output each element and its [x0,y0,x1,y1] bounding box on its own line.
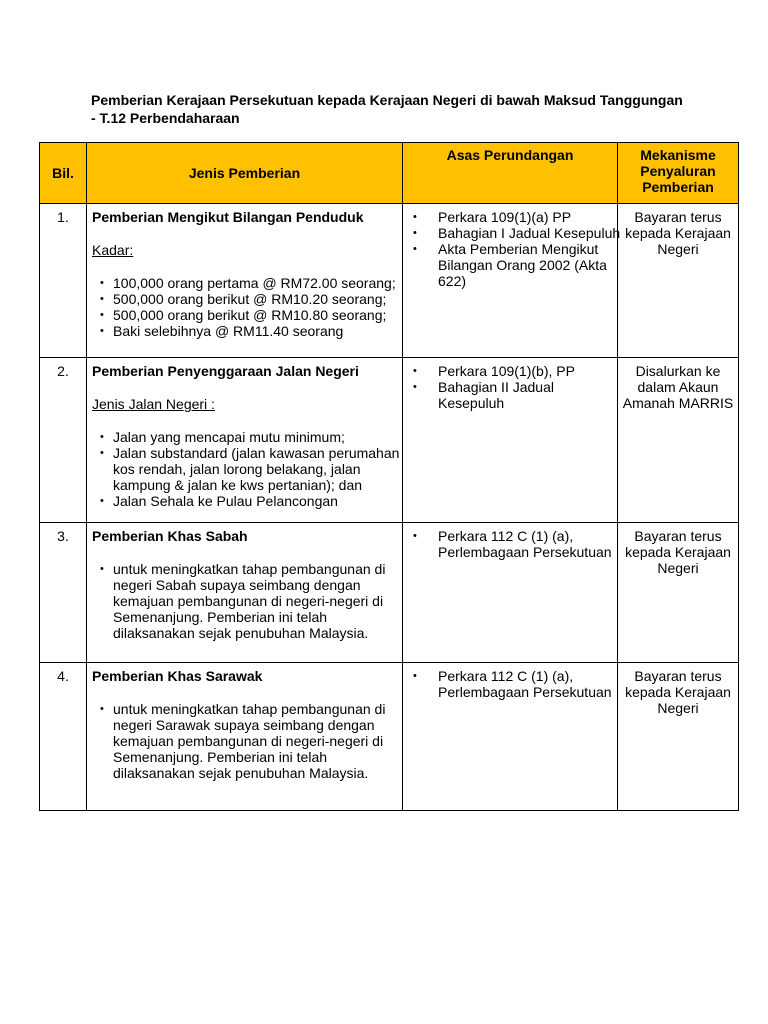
legal-basis-list [403,528,617,560]
list-item: • Jalan substandard (jalan kawasan perumahan kos rendah, jalan lorong belakang, jalan kampung & jalan ke kws pertanian); dan [92,445,402,493]
grant-sub-heading: Jenis Jalan Negeri : [92,396,215,412]
header-bil: Bil. [40,143,87,204]
grant-name: Pemberian Khas Sabah [92,528,248,544]
list-item: • 500,000 orang berikut @ RM10.20 seorang; [92,291,402,307]
list-item: • Perkara 112 C (1) (a), Perlembagaan Persekutuan [403,528,617,560]
grant-sub-heading: Kadar: [92,242,134,258]
grant-description-list [92,701,402,781]
row-number: 2. [40,358,87,523]
table-row [40,204,739,358]
list-item: • Perkara 109(1)(b), PP [403,363,617,379]
legal-basis-cell [403,663,618,811]
list-item: • untuk meningkatkan tahap pembangunan di negeri Sabah supaya seimbang dengan kemajuan pembangunan di negeri-negeri di Semenanjung. Pemberian ini telah dilaksanakan sejak penubuhan Malaysia. [92,561,402,641]
grant-cell [87,523,403,663]
header-jenis-pemberian: Jenis Pemberian [87,143,403,204]
list-item: • Perkara 112 C (1) (a), Perlembagaan Persekutuan [403,668,617,700]
list-item: • untuk meningkatkan tahap pembangunan di negeri Sarawak supaya seimbang dengan kemajuan pembangunan di negeri-negeri di Semenanjung. Pemberian ini telah dilaksanakan sejak penubuhan Malaysia. [92,701,402,781]
road-type-list [92,429,402,509]
list-item: • Jalan Sehala ke Pulau Pelancongan [92,493,402,509]
list-item: • 500,000 orang berikut @ RM10.80 seorang; [92,307,402,323]
grant-name: Pemberian Khas Sarawak [92,668,263,684]
table-row [40,523,739,663]
grant-cell [87,204,403,358]
grant-cell [87,663,403,811]
row-number: 4. [40,663,87,811]
page-title [91,91,731,127]
list-item: • Bahagian I Jadual Kesepuluh [403,225,617,241]
header-mekanisme-line-1: Mekanisme [640,147,716,163]
mechanism-cell: Bayaran terus kepada Kerajaan Negeri [618,204,739,358]
row-number: 1. [40,204,87,358]
list-item: • Akta Pemberian Mengikut Bilangan Orang 2002 (Akta 622) [403,241,617,289]
list-item: • 100,000 orang pertama @ RM72.00 seorang; [92,275,402,291]
table-row [40,358,739,523]
legal-basis-cell [403,523,618,663]
table-row [40,663,739,811]
table-header [40,143,739,204]
grant-cell [87,358,403,523]
legal-basis-list [403,209,621,289]
list-item: • Jalan yang mencapai mutu minimum; [92,429,402,445]
grant-name: Pemberian Penyenggaraan Jalan Negeri [92,363,359,379]
legal-basis-cell [403,204,621,358]
list-item: • Bahagian II Jadual Kesepuluh [403,379,617,411]
legal-basis-cell [403,358,618,523]
page-title-line-2: - T.12 Perbendaharaan [91,110,240,126]
header-asas-perundangan: Asas Perundangan [403,143,618,204]
row-number: 3. [40,523,87,663]
header-mekanisme-line-2: Penyaluran [640,163,716,179]
rate-list [92,275,402,339]
header-mekanisme-line-3: Pemberian [642,179,714,195]
grant-description-list [92,561,402,641]
grant-name: Pemberian Mengikut Bilangan Penduduk [92,209,364,225]
list-item: • Baki selebihnya @ RM11.40 seorang [92,323,402,339]
grants-table [39,142,739,811]
legal-basis-list [403,668,617,700]
header-row [40,143,739,204]
mechanism-cell: Bayaran terus kepada Kerajaan Negeri [618,523,739,663]
mechanism-cell: Bayaran terus kepada Kerajaan Negeri [618,663,739,811]
page-title-line-1: Pemberian Kerajaan Persekutuan kepada Kerajaan Negeri di bawah Maksud Tanggungan [91,92,683,108]
header-mekanisme [618,143,739,204]
mechanism-cell: Disalurkan ke dalam Akaun Amanah MARRIS [618,358,739,523]
legal-basis-list [403,363,617,411]
list-item: • Perkara 109(1)(a) PP [403,209,617,225]
